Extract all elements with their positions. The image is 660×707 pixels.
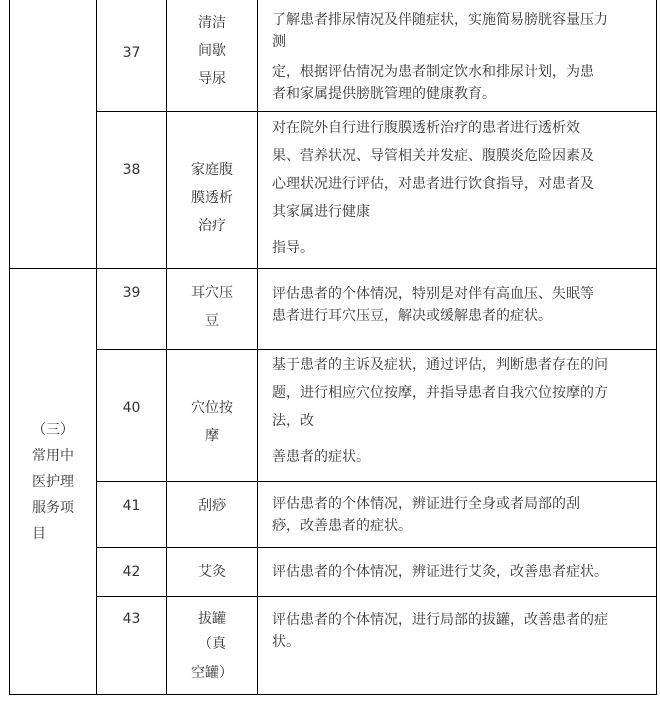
description-line: 评估患者的个体情况，辨证进行全身或者局部的刮 xyxy=(272,496,580,512)
item-number-cell xyxy=(97,482,167,548)
item-number: 38 xyxy=(122,162,141,178)
item-number: 39 xyxy=(122,285,141,301)
table-row xyxy=(10,548,657,597)
item-name-line: 导尿 xyxy=(198,71,226,87)
item-description-cell xyxy=(258,112,657,269)
category-line: 目 xyxy=(32,525,46,542)
item-name-line: 耳穴压 xyxy=(191,285,233,301)
service-table xyxy=(9,0,657,695)
item-name-line: 豆 xyxy=(205,313,219,329)
item-name-line: 间歇 xyxy=(198,43,226,59)
description-line: 痧，改善患者的症状。 xyxy=(272,518,412,534)
item-name-cell xyxy=(167,548,258,597)
item-name-cell xyxy=(167,482,258,548)
description-line: 其家属进行健康 xyxy=(272,204,370,220)
item-description-cell xyxy=(258,350,657,482)
item-number-cell xyxy=(97,548,167,597)
item-description-cell xyxy=(258,482,657,548)
item-name-line: 拔罐 xyxy=(198,611,226,627)
description-line: 患者进行耳穴压豆，解决或缓解患者的症状。 xyxy=(272,308,552,324)
description-line: 果、营养状况、导管相关并发症、腹膜炎危险因素及 xyxy=(272,148,594,164)
item-name-line: 穴位按 xyxy=(191,400,233,416)
item-name-line: （真 xyxy=(198,636,226,652)
category-line: 服务项 xyxy=(32,499,74,516)
item-description-cell xyxy=(258,597,657,695)
item-description-cell xyxy=(258,0,657,112)
item-name-cell xyxy=(167,269,258,350)
item-name-cell xyxy=(167,597,258,695)
item-name-cell xyxy=(167,0,258,112)
item-number: 37 xyxy=(122,45,141,61)
table-row xyxy=(10,0,657,112)
item-name-line: 清洁 xyxy=(198,15,226,31)
item-number-cell xyxy=(97,350,167,482)
category-cell-empty xyxy=(10,0,97,269)
category-line: 医护理 xyxy=(32,473,74,490)
item-name-line: 家庭腹 xyxy=(191,162,233,178)
description-line: 法，改 xyxy=(272,413,314,429)
item-name-line: 空罐） xyxy=(191,665,233,681)
item-number: 40 xyxy=(122,400,141,416)
description-line: 测 xyxy=(272,34,286,50)
item-name-cell xyxy=(167,112,258,269)
category-cell xyxy=(10,269,97,695)
description-line: 善患者的症状。 xyxy=(272,449,370,465)
description-line: 评估患者的个体情况，辨证进行艾灸，改善患者症状。 xyxy=(272,564,608,580)
item-number-cell xyxy=(97,0,167,112)
item-number-cell xyxy=(97,597,167,695)
table-row xyxy=(10,350,657,482)
description-line: 评估患者的个体情况，特别是对伴有高血压、失眠等 xyxy=(272,286,594,302)
category-line: 常用中 xyxy=(32,447,74,464)
description-line: 状。 xyxy=(272,634,300,650)
item-name-cell xyxy=(167,350,258,482)
item-number: 43 xyxy=(122,611,141,627)
category-label xyxy=(32,417,74,547)
description-line: 者和家属提供膀胱管理的健康教育。 xyxy=(272,86,496,102)
category-line: （三） xyxy=(32,421,74,438)
table-row xyxy=(10,112,657,269)
description-line: 定，根据评估情况为患者制定饮水和排尿计划，为患 xyxy=(272,64,594,80)
description-line: 评估患者的个体情况，进行局部的拔罐，改善患者的症 xyxy=(272,612,608,628)
item-name-line: 膜透析 xyxy=(191,190,233,206)
item-name-line: 摩 xyxy=(205,428,219,444)
item-name-line: 艾灸 xyxy=(198,564,226,580)
description-line: 基于患者的主诉及症状，通过评估，判断患者存在的问 xyxy=(272,357,608,373)
item-number-cell xyxy=(97,269,167,350)
item-name-line: 治疗 xyxy=(198,218,226,234)
description-line: 对在院外自行进行腹膜透析治疗的患者进行透析效 xyxy=(272,120,580,136)
description-line: 指导。 xyxy=(272,240,314,256)
table-row xyxy=(10,597,657,695)
item-description-cell xyxy=(258,548,657,597)
item-number: 41 xyxy=(122,498,141,514)
description-line: 了解患者排尿情况及伴随症状，实施简易膀胱容量压力 xyxy=(272,12,608,28)
description-line: 心理状况进行评估，对患者进行饮食指导，对患者及 xyxy=(272,176,594,192)
table-row xyxy=(10,269,657,350)
table-row xyxy=(10,482,657,548)
description-line: 题，进行相应穴位按摩，并指导患者自我穴位按摩的方 xyxy=(272,385,608,401)
item-number-cell xyxy=(97,112,167,269)
item-number: 42 xyxy=(122,564,141,580)
item-description-cell xyxy=(258,269,657,350)
item-name-line: 刮痧 xyxy=(198,498,226,514)
